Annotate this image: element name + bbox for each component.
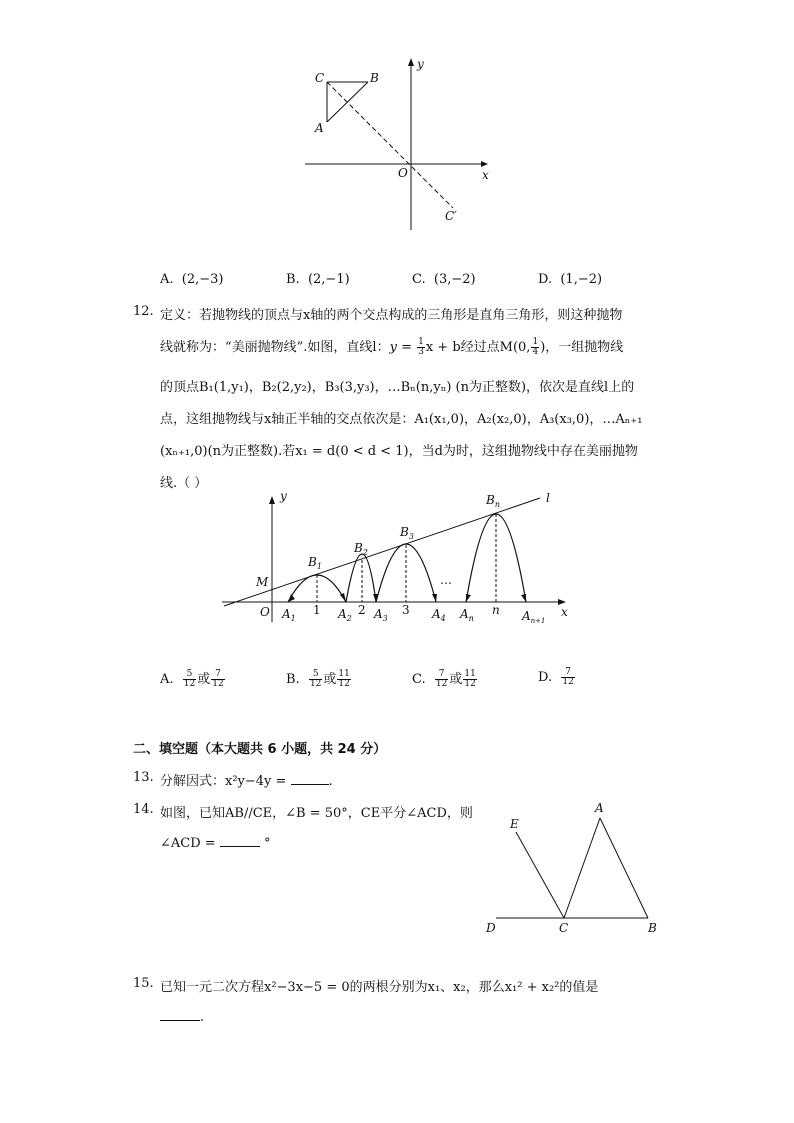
label-B: B [370,71,379,85]
tick-n: n [492,603,500,617]
label-O: O [398,166,408,180]
q13-text: 分解因式：x²y−4y = . [160,774,333,789]
label-C: C [315,71,325,85]
label-B: B [648,921,657,935]
figure-parabola-group [218,488,578,628]
q13-number: 13. [133,770,154,785]
label-C: C [559,921,569,935]
figure-coordinate-reflection [295,50,505,240]
q12-line5: (xₙ₊₁,0)(n为正整数).若x₁ = d(0 < d < 1)，当d为时，这组抛物线中存在美丽抛物 [160,444,638,459]
fraction-one-third: $\frac{1}{3}$ [418,337,424,357]
q15-text: 已知一元二次方程x²−3x−5 = 0的两根分别为x₁、x₂，那么x₁² + x₂²的值是 [160,980,599,995]
q12-option-b[interactable]: B. $\frac{5}{12}$ 或 $\frac{11}{12}$ [286,669,350,689]
q12-option-a[interactable]: A. $\frac{5}{12}$ 或 $\frac{7}{12}$ [160,669,224,689]
axis-y-label: y [280,489,287,503]
point-A2-label: $A_2$ [338,607,352,623]
point-A1-label: $A_1$ [282,607,296,623]
q14-number: 14. [133,802,154,817]
q12-line6: 线.（ ） [160,476,208,491]
q11-option-b[interactable]: B. (2,−1) [286,272,350,287]
tick-3: 3 [402,603,410,617]
point-A3-label: $A_3$ [374,607,388,623]
vertex-B2-label: $B_2$ [354,541,368,557]
point-An-label: $A_n$ [460,607,474,623]
ellipsis: … [440,573,452,587]
origin-label: O [260,605,270,619]
q15-number: 15. [133,976,154,991]
vertex-B3-label: $B_3$ [400,525,414,541]
q15-line2: . [160,1008,204,1025]
q14-line1: 如图，已知AB//CE，∠B = 50°，CE平分∠ACD，则 [160,806,473,821]
point-A4-label: $A_4$ [432,607,446,623]
label-A: A [595,801,604,815]
q14-line2: ∠ACD = ° [160,836,271,851]
q12-option-c[interactable]: C. $\frac{7}{12}$ 或 $\frac{11}{12}$ [412,669,476,689]
q11-option-d[interactable]: D. (1,−2) [538,272,603,287]
point-M-label: M [256,575,269,589]
q14-answer-blank[interactable] [220,834,260,847]
section-heading-fill-in: 二、填空题（本大题共 6 小题，共 24 分） [133,742,387,757]
label-C-prime: C′ [445,209,457,223]
line-l-label: l [546,491,550,505]
tick-1: 1 [313,603,321,617]
label-y: y [417,57,424,71]
q15-answer-blank[interactable] [160,1008,200,1021]
point-An1-label: $A_{n+1}$ [522,609,546,625]
q12-line3: 的顶点B₁(1,y₁)，B₂(2,y₂)，B₃(3,y₃)，…Bₙ(n,yₙ) (n为正整数)，依次是直线l上的 [160,380,635,395]
q11-option-c[interactable]: C. (3,−2) [412,272,476,287]
vertex-Bn-label: $B_n$ [486,493,500,509]
tick-2: 2 [358,603,366,617]
label-x: x [482,168,489,182]
q12-number: 12. [133,304,154,319]
q12-line4: 点，这组抛物线与x轴正半轴的交点依次是：A₁(x₁,0)，A₂(x₂,0)，A₃(x₃,0)，…Aₙ₊₁ [160,412,643,427]
axis-x-label: x [561,605,568,619]
q12-line2: 线就称为：“美丽抛物线”.如图，直线l：y = $\frac{1}{3}$ x + b经过点M(0, $\frac{1}{4}$ )，一组抛物线 [160,337,624,357]
figure-angle-parallel [480,800,670,940]
label-E: E [510,817,519,831]
q11-option-a[interactable]: A. (2,−3) [160,272,224,287]
label-A: A [315,121,324,135]
q13-answer-blank[interactable] [291,772,329,785]
q12-line1: 定义：若抛物线的顶点与x轴的两个交点构成的三角形是直角三角形，则这种抛物 [160,308,623,323]
vertex-B1-label: $B_1$ [308,555,322,571]
label-D: D [486,921,496,935]
fraction-one-fourth: $\frac{1}{4}$ [532,337,539,357]
q12-option-d[interactable]: D. $\frac{7}{12}$ [538,667,574,687]
